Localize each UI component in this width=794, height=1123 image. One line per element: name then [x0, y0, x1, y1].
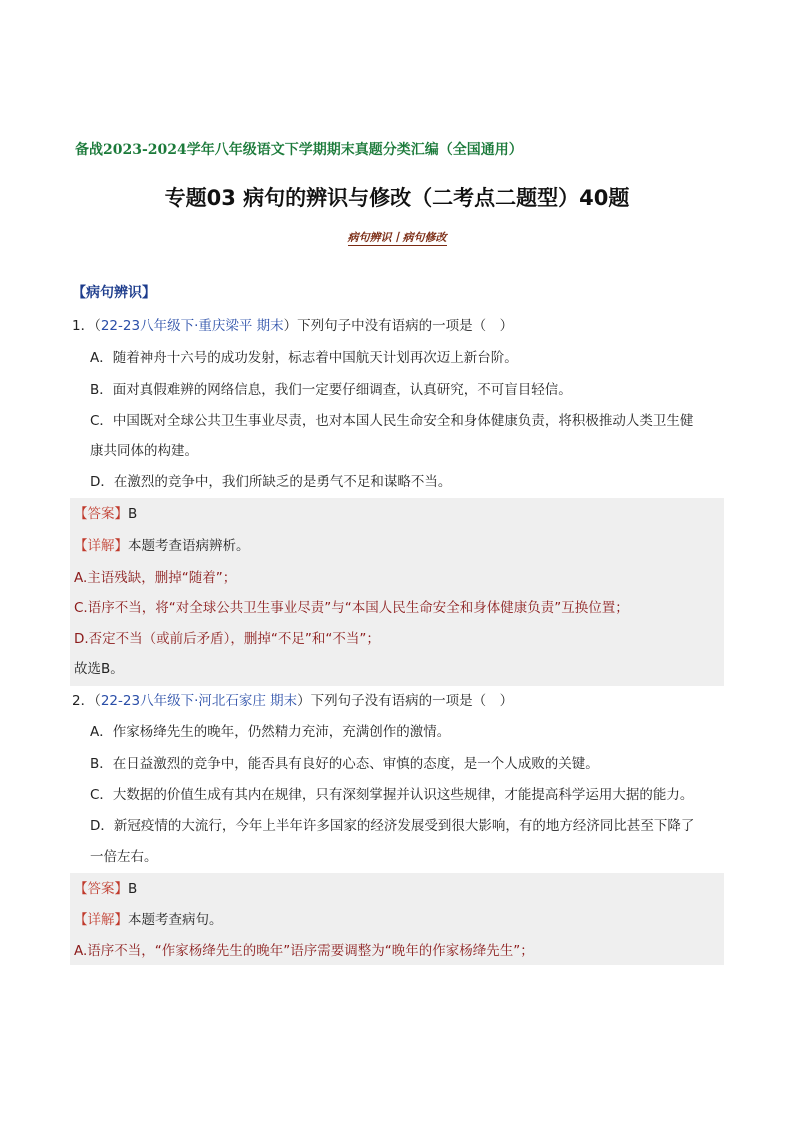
- option-b: B．在日益激烈的竞争中，能否具有良好的心态、审慎的态度，是一个人成败的关键。: [90, 756, 599, 772]
- subtitle-text: 病句辨识丨病句修改: [347, 231, 447, 244]
- detail-line: [74, 536, 250, 556]
- question-source: 22-23八年级下·重庆梁平 期末: [100, 318, 284, 334]
- explanation-line: 故选B。: [74, 661, 124, 677]
- explanation-line: C.语序不当，将“对全球公共卫生事业尽责”与“本国人民生命安全和身体健康负责”互换位置；: [74, 600, 629, 616]
- option-a: A．随着神舟十六号的成功发射，标志着中国航天计划再次迈上新台阶。: [90, 350, 518, 366]
- detail-tag: 【详解】: [74, 912, 128, 928]
- detail-text: 本题考查病句。: [128, 912, 223, 928]
- source-paren-open: （: [94, 318, 101, 334]
- option-d: D．新冠疫情的大流行，今年上半年许多国家的经济发展受到很大影响，有的地方经济同比甚至下降了: [90, 818, 695, 834]
- source-paren-open: （: [94, 693, 101, 709]
- page-title: 专题03 病句的辨识与修改（二考点二题型）40题: [164, 186, 630, 210]
- answer-tag: 【答案】: [74, 506, 128, 522]
- answer-tag: 【答案】: [74, 881, 128, 897]
- explanation-line: A.主语残缺，删掉“随着”；: [74, 570, 237, 586]
- detail-tag: 【详解】: [74, 538, 128, 554]
- question-text: 下列句子没有语病的一项是（ ）: [310, 693, 514, 709]
- answer-box: [70, 498, 724, 686]
- question-text: 下列句子中没有语病的一项是（ ）: [297, 318, 514, 334]
- detail-text: 本题考查语病辨析。: [128, 538, 250, 554]
- option-c-continued: 康共同体的构建。: [90, 443, 198, 459]
- question-source: 22-23八年级下·河北石家庄 期末: [100, 693, 298, 709]
- question-stem: [72, 691, 513, 711]
- question-number: 1．: [72, 318, 95, 334]
- option-c: C．大数据的价值生成有其内在规律，只有深刻掌握并认识这些规律，才能提高科学运用大据的能力。: [90, 787, 694, 803]
- option-c: C．中国既对全球公共卫生事业尽责，也对本国人民生命安全和身体健康负责，将积极推动人类卫生健: [90, 413, 694, 429]
- option-d: D．在激烈的竞争中，我们所缺乏的是勇气不足和谋略不当。: [90, 474, 452, 490]
- series-title: 备战2023-2024学年八年级语文下学期期末真题分类汇编（全国通用）: [75, 142, 523, 158]
- detail-line: [74, 910, 223, 930]
- answer-line: [74, 879, 137, 899]
- explanation-line: D.否定不当（或前后矛盾），删掉“不足”和“不当”；: [74, 631, 380, 647]
- explanation-line: A.语序不当，“作家杨绛先生的晚年”语序需要调整为“晚年的作家杨绛先生”；: [74, 943, 534, 959]
- option-d-continued: 一倍左右。: [90, 849, 158, 865]
- option-a: A．作家杨绛先生的晚年，仍然精力充沛，充满创作的激情。: [90, 724, 451, 740]
- section-heading: 【病句辨识】: [72, 285, 156, 301]
- answer-value: B: [128, 506, 138, 522]
- answer-value: B: [128, 881, 138, 897]
- question-number: 2．: [72, 693, 95, 709]
- source-paren-close: ）: [283, 318, 298, 334]
- question-stem: [72, 316, 513, 336]
- subtitle: [0, 229, 794, 245]
- answer-box: [70, 873, 724, 965]
- option-b: B．面对真假难辨的网络信息，我们一定要仔细调查，认真研究，不可盲目轻信。: [90, 382, 572, 398]
- answer-line: [74, 504, 137, 524]
- source-paren-close: ）: [297, 693, 311, 709]
